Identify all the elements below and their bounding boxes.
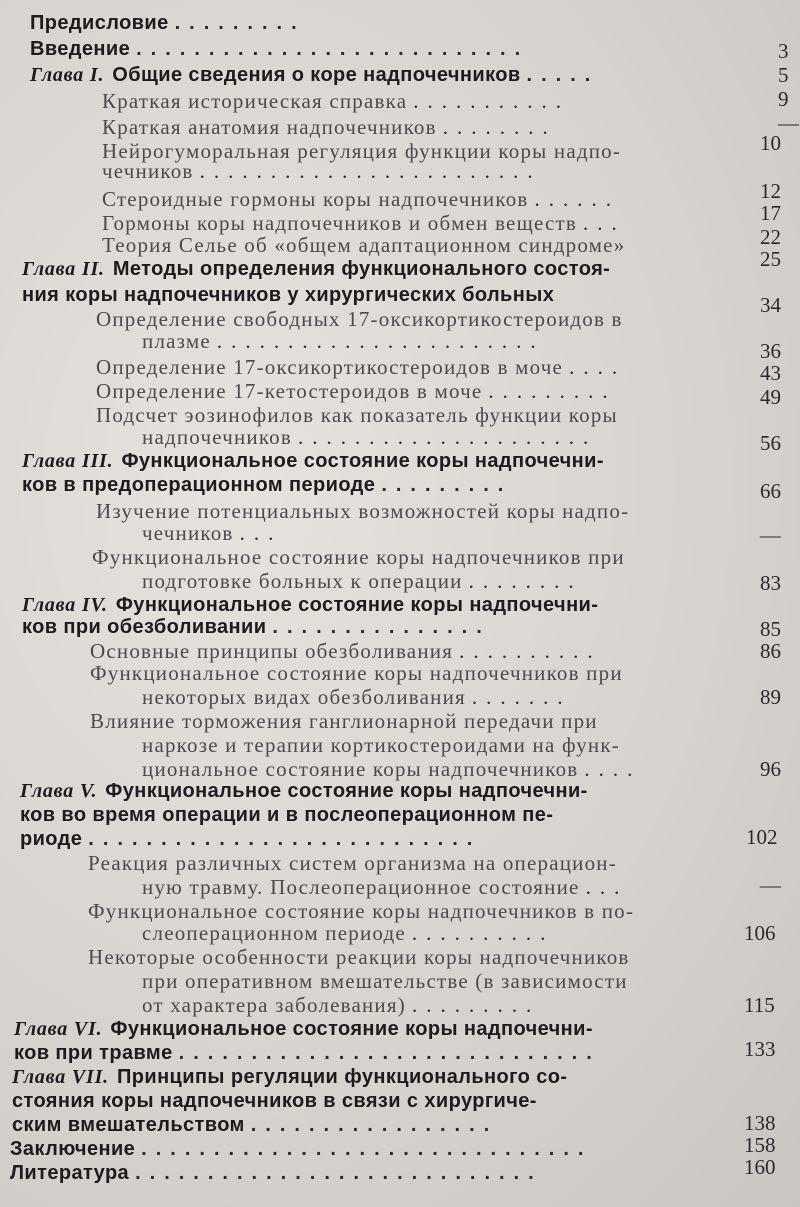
chapter-title: ния коры надпочечников у хирургических больных [22,284,555,306]
leader-dots: ........................ [199,159,542,183]
chapter-title: Функциональное состояние коры надпочечни- [110,1018,593,1040]
section-title: Изучение потенциальных возможностей коры надпо- [96,499,630,523]
section-title: Некоторые особенности реакции коры надпочечников [88,945,630,969]
section-title: при оперативном вмешательстве (в зависимости [142,969,628,993]
page-number: 160 [744,1155,776,1179]
toc-section-continued [142,970,628,992]
section-title: плазме [142,329,211,353]
toc-chapter-5-continued [20,804,553,826]
toc-entry-title: Предисловие [30,12,169,34]
toc-section [102,234,625,256]
chapter-label: Глава I. [30,64,105,86]
page-number: 17 [760,201,781,225]
toc-chapter-2-continued [22,284,554,306]
section-title: Функциональное состояние коры надпочечников при [90,661,623,685]
leader-dots: ......... [381,474,513,496]
leader-dots: ........... [413,89,570,113]
toc-section-continued [142,876,628,898]
leader-dots: ........ [442,115,557,139]
page-number: 66 [760,479,781,503]
leader-dots: ......... [488,379,617,403]
section-title: чечников [102,159,194,183]
leader-dots: ............................ [135,1162,543,1184]
page-number: 9 [778,87,789,111]
section-title: Теория Селье об «общем адаптационном синдроме» [102,233,626,257]
section-title: Влияние торможения ганглионарной передачи при [90,709,598,733]
leader-dots: ............................. [178,1042,601,1064]
page-number: 102 [746,825,778,849]
toc-chapter-1 [30,64,599,86]
toc-chapter-5-continued [20,828,481,850]
chapter-title: стояния коры надпочечников в связи с хирургиче- [12,1090,537,1112]
chapter-label: Глава V. [20,780,98,802]
leader-dots: .... [584,757,642,781]
toc-section [90,640,602,662]
toc-section [102,90,570,112]
toc-chapter-7-continued [12,1090,537,1112]
page-number: 138 [744,1111,776,1135]
section-title: от характера заболевания) [142,993,406,1017]
page-number: 43 [760,361,781,385]
section-title: Определение 17-кетостероидов в моче [96,379,483,403]
page-number: 158 [744,1133,776,1157]
section-title: Краткая историческая справка [102,89,408,113]
section-title: Определение 17-оксикортикостероидов в моче [96,355,564,379]
toc-section-continued [142,758,641,780]
page-number: 96 [760,757,781,781]
chapter-title: Принципы регуляции функционального со- [116,1066,568,1088]
section-title: подготовке больных к операции [142,569,463,593]
chapter-label: Глава II. [22,258,105,280]
toc-section-continued [142,570,583,592]
leader-dots: ............... [272,616,491,638]
toc-chapter-7-continued [12,1114,498,1136]
leader-dots: ... [583,211,626,235]
page-number: 34 [760,293,781,317]
toc-entry-title: Введение [30,38,131,60]
chapter-title: ков во время операции и в послеоперационном пе- [20,804,554,826]
page-number: 49 [760,385,781,409]
section-title: наркозе и терапии кортикостероидами на функ- [142,733,620,757]
section-title: циональное состояние коры надпочечников [142,757,579,781]
chapter-label: Глава VI. [14,1018,103,1040]
section-title: Реакция различных систем организма на операцион- [88,851,617,875]
toc-section [102,116,557,138]
leader-dots: .......... [411,921,555,945]
toc-chapter-2 [22,258,610,280]
section-title: надпочечников [142,425,292,449]
leader-dots: ....................... [216,329,545,353]
leader-dots: ................. [250,1114,499,1136]
chapter-title: Функциональное состояние коры надпочечни- [105,780,588,802]
section-title: Функциональное состояние коры надпочечников в по- [88,899,635,923]
chapter-title: ков при травме [14,1042,173,1064]
page-number: 133 [744,1037,776,1061]
page-number: 83 [760,571,781,595]
toc-section [96,500,629,522]
leader-dots: ............................... [141,1138,593,1160]
toc-section-continued [142,522,282,544]
page-number: 36 [760,339,781,363]
chapter-label: Глава III. [22,450,114,472]
page-number: 12 [760,179,781,203]
page-number: — [760,523,781,547]
section-title: слеоперационном периоде [142,921,406,945]
toc-section [96,404,618,426]
toc-entry-preface [30,12,306,34]
section-title: Краткая анатомия надпочечников [102,115,437,139]
section-title: Гормоны коры надпочечников и обмен веществ [102,211,578,235]
toc-chapter-3-continued [22,474,512,496]
section-title: некоторых видах обезболивания [142,685,466,709]
page-number: 56 [760,431,781,455]
toc-entry-literature [10,1162,543,1184]
toc-section [96,356,626,378]
page-number: 115 [744,993,775,1017]
toc-chapter-7 [12,1066,567,1088]
leader-dots: ........ [468,569,583,593]
toc-chapter-5 [20,780,588,802]
page-number: — [760,873,781,897]
leader-dots: ........................... [88,828,482,850]
section-title: чечников [142,521,234,545]
leader-dots: ... [239,521,283,545]
page-number: 106 [744,921,776,945]
chapter-label: Глава IV. [22,594,108,616]
section-title: Определение свободных 17-оксикортикостероидов в [96,307,623,331]
toc-section [90,662,623,684]
section-title: Подсчет эозинофилов как показатель функции коры [96,403,618,427]
page-number: 86 [760,639,781,663]
leader-dots: .......... [459,639,602,663]
toc-chapter-6 [14,1018,593,1040]
page-number: 22 [760,225,781,249]
leader-dots: ....... [471,685,572,709]
toc-section-continued [142,426,597,448]
leader-dots: ...... [534,187,621,211]
page-number: 3 [778,39,789,63]
toc-entry-conclusion [10,1138,592,1160]
leader-dots: ........................... [136,38,530,60]
chapter-title: риоде [20,828,83,850]
toc-section [88,852,617,874]
toc-chapter-4-continued [22,616,491,638]
toc-section-continued [142,734,620,756]
chapter-title: Методы определения функционального состоя- [112,258,611,280]
toc-section-continued [142,686,572,708]
toc-section [88,900,634,922]
section-title: ную травму. Послеоперационное состояние [142,875,580,899]
toc-section-continued [142,994,540,1016]
toc-chapter-3 [22,450,604,472]
toc-section [96,380,617,402]
chapter-title: Общие сведения о коре надпочечников [112,64,521,86]
toc-entry-intro [30,38,529,60]
leader-dots: ......... [174,12,306,34]
toc-chapter-4 [22,594,598,616]
leader-dots: ... [585,875,629,899]
toc-section-continued [142,330,545,352]
toc-section [88,946,630,968]
toc-entry-title: Заключение [10,1138,136,1160]
leader-dots: ..... [526,64,600,86]
page-number: 89 [760,685,781,709]
leader-dots: .... [569,355,627,379]
toc-section [102,188,620,210]
chapter-label: Глава VII. [12,1066,109,1088]
page-number: 85 [760,617,781,641]
toc-chapter-6-continued [14,1042,601,1064]
section-title: Основные принципы обезболивания [90,639,454,663]
toc-section-continued [142,922,554,944]
chapter-title: Функциональное состояние коры надпочечни- [121,450,604,472]
page-number: 25 [760,247,781,271]
toc-section-continued [102,160,542,182]
chapter-title: ским вмешательством [12,1114,245,1136]
chapter-title: Функциональное состояние коры надпочечни- [115,594,599,616]
chapter-title: ков в предоперационном периоде [22,474,376,496]
leader-dots: ..................... [298,425,598,449]
page-number: — [778,111,799,135]
toc-section [96,308,623,330]
chapter-title: ков при обезболивании [22,616,267,638]
toc-section [90,710,598,732]
leader-dots: ......... [411,993,541,1017]
section-title: Стероидные гормоны коры надпочечников [102,187,529,211]
toc-section [102,212,626,234]
section-title: Нейрогуморальная регуляция функции коры надпо- [102,139,622,163]
page-number: 5 [778,63,789,87]
section-title: Функциональное состояние коры надпочечников при [92,545,625,569]
toc-entry-title: Литература [10,1162,130,1184]
page-number: 10 [760,131,781,155]
toc-section [92,546,625,568]
